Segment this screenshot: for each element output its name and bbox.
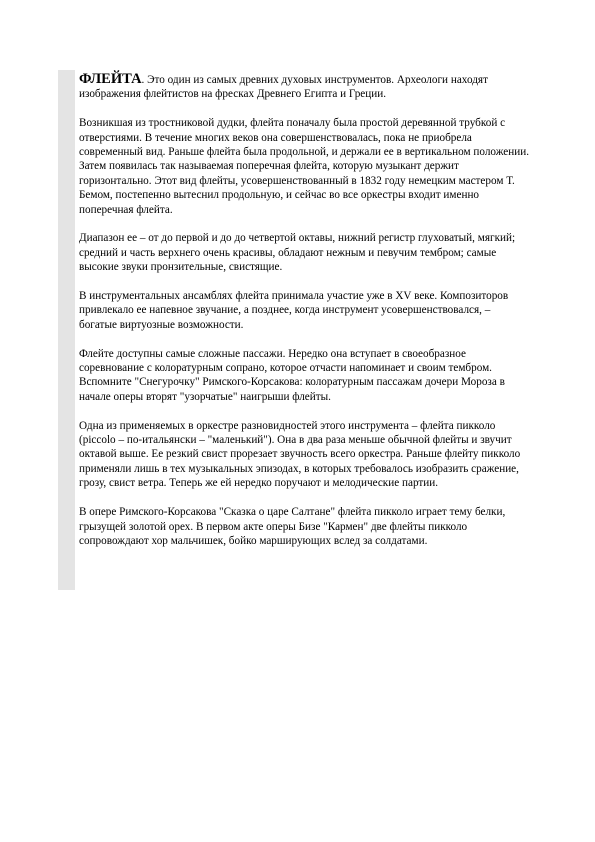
- paragraph-ensembles: В инструментальных ансамблях флейта принимала участие уже в XV веке. Композиторов привлекало ее напевное звучание, а позднее, когда инструмент усовершенствовался, – богатые виртуозные возможности.: [79, 290, 509, 331]
- paragraph-piccolo: Одна из применяемых в оркестре разновидностей этого инструмента – флейта пикколо (piccolo – по-итальянски – "маленький"). Она в два раза меньше обычной флейты и звучит октавой выше. Ее резкий свист прорезает звучность всего оркестра. Раньше флейту пикколо применяли лишь в тех музыкальных эпизодах, в которых требовалось изобразить сражение, грозу, свист ветра. Теперь же ей нередко поручают и мелодические партии.: [79, 419, 521, 490]
- paragraph-operas: В опере Римского-Корсакова "Сказка о царе Салтане" флейта пикколо играет тему белки, грызущей золотой орех. В первом акте оперы Бизе "Кармен" две флейты пикколо сопровождают хор мальчишек, бойко марширующих вслед за солдатами.: [79, 506, 506, 547]
- document-title: ФЛЕЙТА: [79, 71, 142, 87]
- paragraph-passages: Флейте доступны самые сложные пассажи. Нередко она вступает в своеобразное соревнование с колоратурным сопрано, которое отчасти напоминает и своим тембром. Вспомните "Снегурочку" Римского-Корсакова: колоратурным пассажам дочери Мороза в начале оперы вторят "узорчатые" наигрыши флейты.: [79, 347, 505, 403]
- left-margin-bar: [58, 70, 75, 590]
- document-body: [79, 72, 531, 563]
- intro-paragraph: [79, 72, 531, 102]
- paragraph-range: Диапазон ее – от до первой и до до четвертой октавы, нижний регистр глуховатый, мягкий; средний и часть верхнего очень красивы, обладают нежным и певучим тембром; самые высокие звуки пронзительные, свистящие.: [79, 232, 516, 274]
- intro-text: . Это один из самых древних духовых инструментов. Археологи находят изображения флейтистов на фресках Древнего Египта и Греции.: [79, 74, 488, 101]
- paragraph-history: Возникшая из тростниковой дудки, флейта поначалу была простой деревянной трубкой с отверстиями. В течение многих веков она совершенствовалась, пока не приобрела современный вид. Раньше флейта была продольной, и держали ее в вертикальном положении. Затем появилась так называемая поперечная флейта, которую музыкант держит горизонтально. Этот вид флейты, усовершенствованный в 1832 году немецким мастером Т. Бемом, постепенно вытеснил продольную, и сейчас во все оркестры входит именно поперечная флейта.: [79, 117, 530, 216]
